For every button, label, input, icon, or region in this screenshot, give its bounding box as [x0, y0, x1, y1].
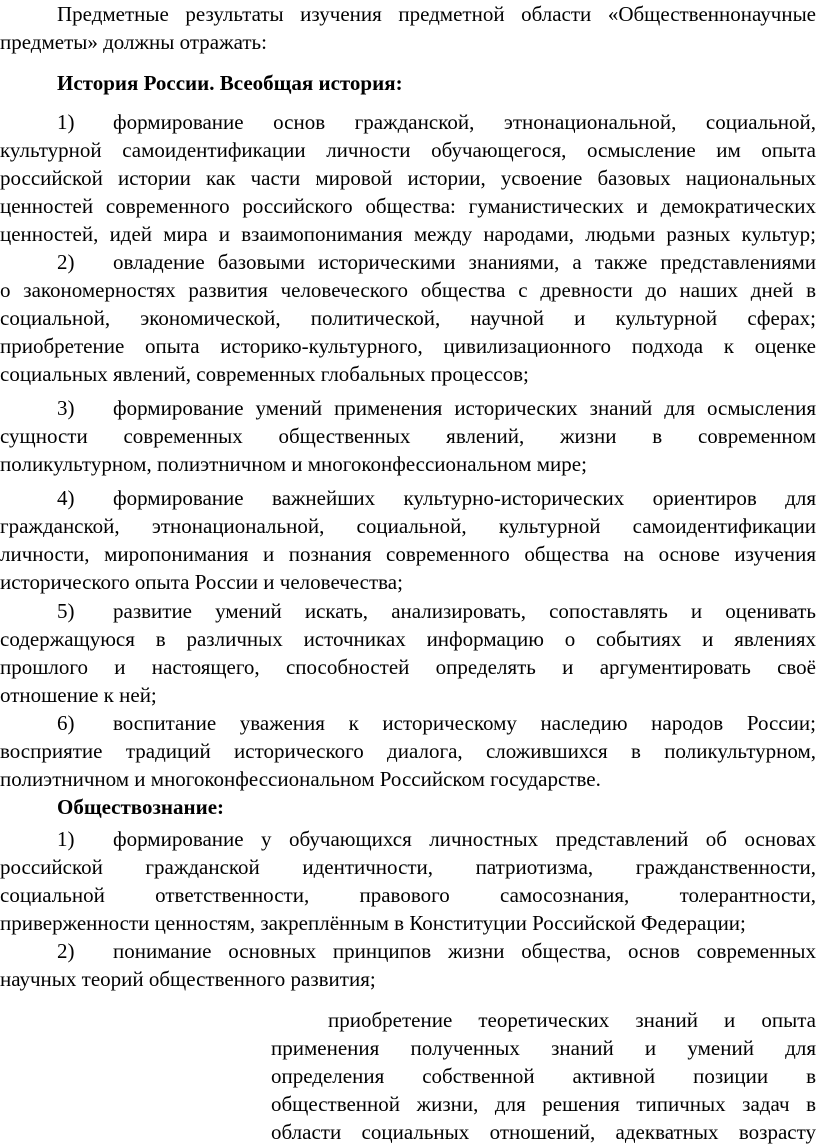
social-item-1-number: 1)	[57, 827, 75, 851]
history-item-3-line: сущности современных общественных явлений, жизни в современном	[0, 424, 816, 448]
history-item-1-line: ценностей, идей мира и взаимопонимания между народами, людьми разных культур;	[0, 222, 816, 246]
history-item-5-line: развитие умений искать, анализировать, сопоставлять и оценивать	[113, 599, 816, 623]
social-item-2-line: научных теорий общественного развития;	[0, 967, 376, 991]
history-item-6-line: воспитание уважения к историческому наследию народов России;	[113, 711, 816, 735]
social-item-1-line: приверженности ценностям, закреплённым в Конституции Российской Федерации;	[0, 911, 746, 935]
history-item-4-number: 4)	[57, 486, 75, 510]
history-item-1-number: 1)	[57, 110, 75, 134]
social-item-2-line: понимание основных принципов жизни общества, основ современных	[113, 939, 816, 963]
history-heading: История России. Всеобщая история:	[57, 71, 403, 95]
history-item-4-line: гражданской, этнонациональной, социальной, культурной самоидентификации	[0, 514, 816, 538]
history-item-6-line: восприятие традиций исторического диалога, сложившихся в поликультурном,	[0, 739, 816, 763]
history-item-1-line: формирование основ гражданской, этнонациональной, социальной,	[113, 110, 816, 134]
history-item-4-line: личности, миропонимания и познания современного общества на основе изучения	[0, 542, 816, 566]
social-item-1-line: формирование у обучающихся личностных представлений об основах	[113, 827, 816, 851]
history-item-5-line: отношение к ней;	[0, 683, 157, 707]
social-item-2-number: 2)	[57, 939, 75, 963]
history-item-5-line: прошлого и настоящего, способностей определять и аргументировать своё	[0, 655, 816, 679]
history-item-5-number: 5)	[57, 599, 75, 623]
history-item-3-line: поликультурном, полиэтничном и многоконфессиональном мире;	[0, 452, 587, 476]
history-item-4-line: формирование важнейших культурно-исторических ориентиров для	[113, 486, 816, 510]
history-item-2-line: приобретение опыта историко-культурного, цивилизационного подхода к оценке	[0, 334, 816, 358]
history-item-1-line: культурной самоидентификации личности обучающегося, осмысление им опыта	[0, 138, 816, 162]
history-item-2-line: социальной, экономической, политической, научной и культурной сферах;	[0, 306, 816, 330]
continuation-line: определения собственной активной позиции в	[271, 1064, 816, 1088]
continuation-line: приобретение теоретических знаний и опыта	[328, 1008, 816, 1032]
continuation-line: применения полученных знаний и умений для	[271, 1036, 816, 1060]
history-item-5-line: содержащуюся в различных источниках информацию о событиях и явлениях	[0, 627, 816, 651]
history-item-3-line: формирование умений применения исторических знаний для осмысления	[113, 396, 816, 420]
history-item-2-line: о закономерностях развития человеческого общества с древности до наших дней в	[0, 278, 816, 302]
history-item-1-line: российской истории как части мировой истории, усвоение базовых национальных	[0, 166, 816, 190]
continuation-line: общественной жизни, для решения типичных задач в	[271, 1092, 816, 1116]
intro-line-1: Предметные результаты изучения предметной области «Общественнонаучные	[57, 2, 816, 26]
history-item-1-line: ценностей современного российского общества: гуманистических и демократических	[0, 194, 816, 218]
continuation-line: области социальных отношений, адекватных возрасту	[271, 1120, 816, 1144]
history-item-6-line: полиэтничном и многоконфессиональном Российском государстве.	[0, 767, 601, 791]
social-heading: Обществознание:	[57, 795, 225, 819]
history-item-3-number: 3)	[57, 396, 75, 420]
history-item-2-number: 2)	[57, 250, 75, 274]
history-item-2-line: социальных явлений, современных глобальных процессов;	[0, 362, 529, 386]
social-item-1-line: российской гражданской идентичности, патриотизма, гражданственности,	[0, 855, 816, 879]
social-item-1-line: социальной ответственности, правового самосознания, толерантности,	[0, 883, 816, 907]
history-item-4-line: исторического опыта России и человечества;	[0, 570, 403, 594]
intro-line-2: предметы» должны отражать:	[0, 30, 267, 54]
history-item-6-number: 6)	[57, 711, 75, 735]
history-item-2-line: овладение базовыми историческими знаниями, а также представлениями	[113, 250, 816, 274]
